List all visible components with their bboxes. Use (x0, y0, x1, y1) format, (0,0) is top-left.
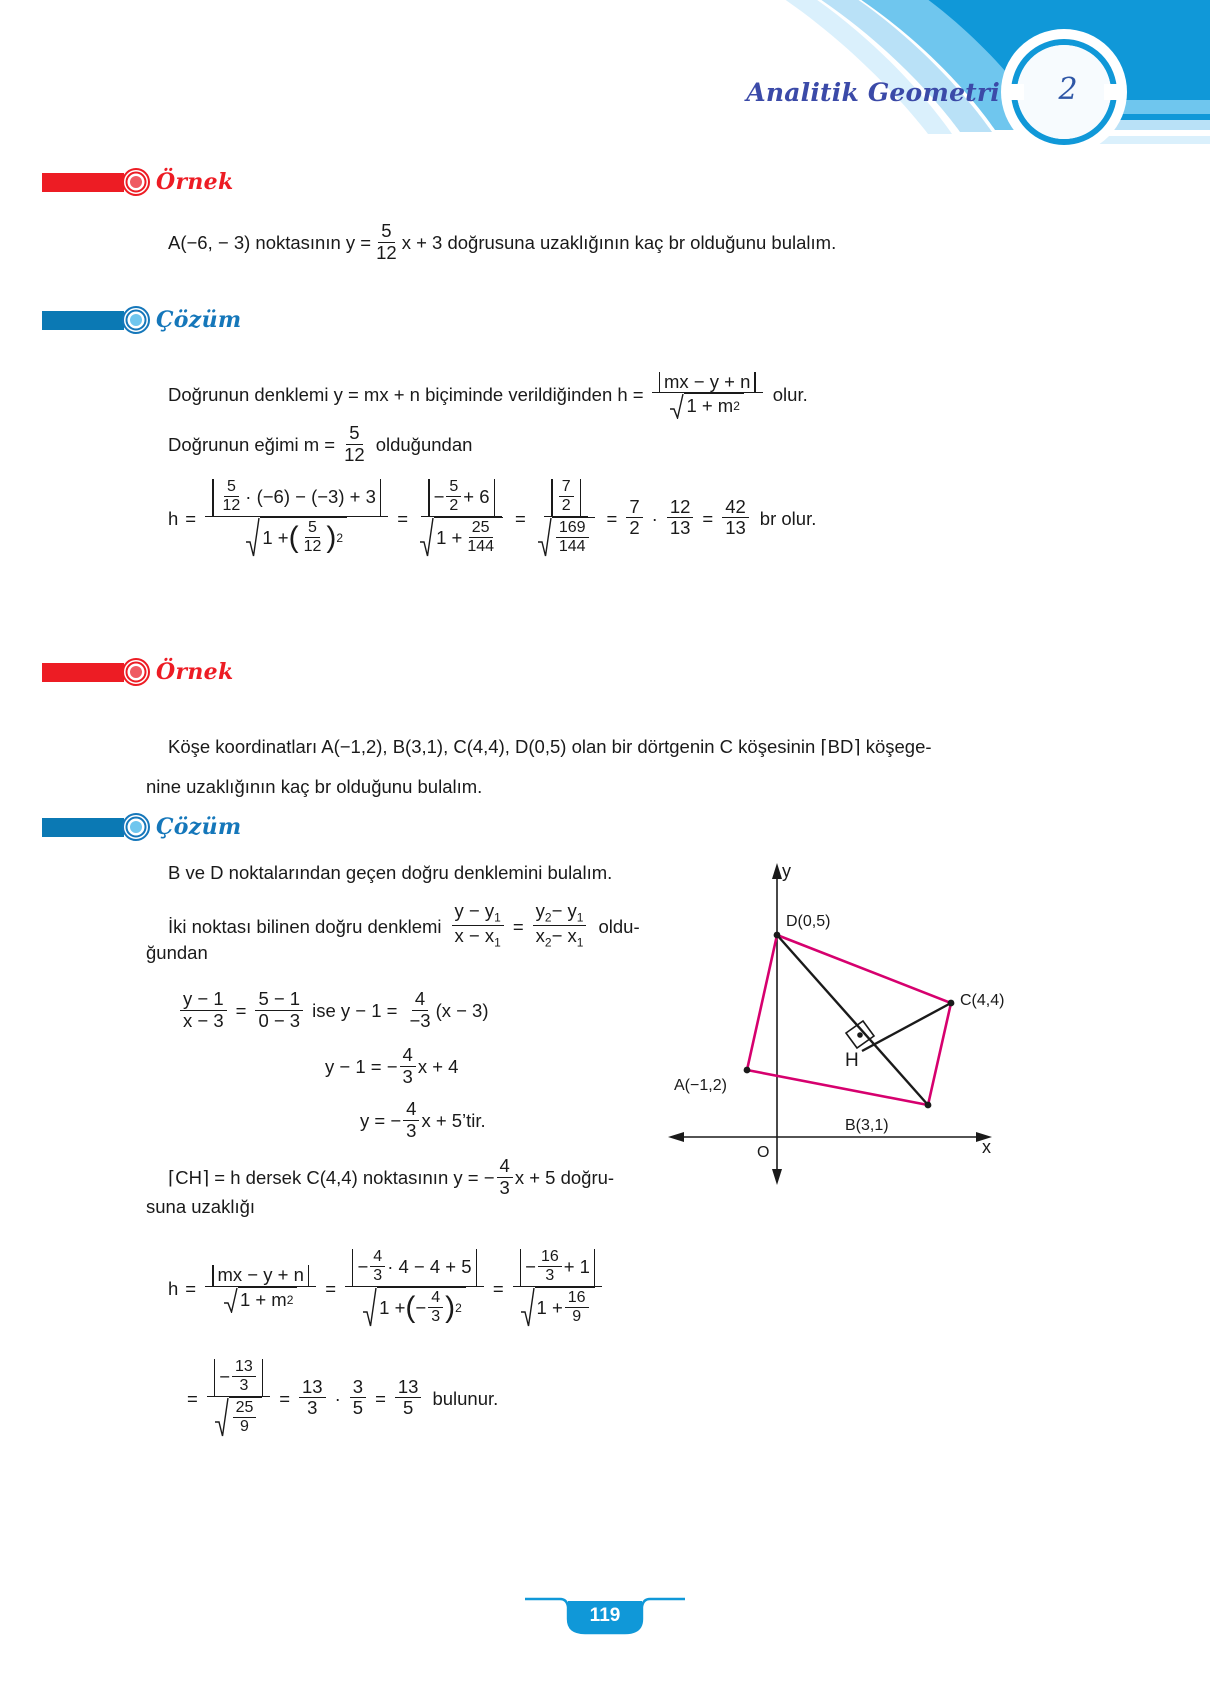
inner-fraction: $\frac{25}{9}$ (233, 1399, 257, 1436)
inner-fraction: $\frac{16}{3}$ (538, 1248, 562, 1285)
eq2-fraction: $\frac{4}{3}$ (400, 1045, 416, 1087)
page-title: Analitik Geometri (746, 78, 1000, 107)
two-point-formula-lead: İki noktası bilinen doğru denklemi (168, 915, 442, 937)
example1-calculation (168, 480, 816, 558)
sqrt: 1 + ( − $\frac{4}{3}$ ) 2 (363, 1287, 466, 1327)
radical-sign (363, 1287, 377, 1327)
ornek-rings-icon (120, 167, 150, 197)
solution2-line3: ğundan (146, 942, 208, 963)
open-paren: ( (288, 521, 299, 555)
label-bar (42, 311, 124, 330)
solution2-line5: suna uzaklığı (146, 1196, 256, 1217)
equals: = (185, 507, 197, 529)
eq2-tail: x + 4 (417, 1056, 459, 1078)
sqrt: 1 + $\frac{25}{144}$ (420, 517, 503, 557)
right-angle-marker (846, 1021, 874, 1048)
solution1-line2 (168, 424, 472, 466)
point-b-label: B(3,1) (845, 1117, 889, 1134)
radical-sign (670, 393, 684, 419)
point-c-label: C(4,4) (960, 992, 1005, 1009)
cozum-label-2 (42, 810, 241, 844)
solution1-line1 (168, 372, 808, 418)
solution2-equation-2 (325, 1046, 458, 1088)
cozum-label-1 (42, 303, 241, 337)
vertex-b-dot (925, 1102, 932, 1109)
equals: = (185, 1277, 197, 1299)
label-bar (42, 173, 124, 192)
radical-sign (246, 517, 260, 557)
equals: = (187, 1387, 198, 1409)
label-bar (42, 663, 124, 682)
inner-fraction: $\frac{5}{12}$ (222, 478, 241, 514)
equals: = (515, 507, 526, 529)
solution1-line1-pre: Doğrunun denklemi y = mx + n biçiminde verildiğinden h = (168, 384, 644, 406)
abs-bars: mx − y + n (655, 372, 760, 393)
ornek-label-1 (42, 165, 234, 199)
equals: = (606, 507, 618, 529)
inner-fraction: $\frac{169}{144}$ (556, 519, 589, 556)
x-axis-label: x (982, 1137, 991, 1157)
foot-h-label: H (845, 1050, 859, 1071)
multiply-dot: · (334, 1387, 341, 1409)
cozum-rings-icon (120, 305, 150, 335)
eq1-fraction-3: $\frac{4}{-3}$ (409, 988, 431, 1031)
problem-tail: x + 3 doğrusuna uzaklığının kaç br olduğunu bulalım. (401, 232, 837, 254)
abs-bars: − $\frac{4}{3}$ · 4 − 4 + 5 (348, 1249, 481, 1286)
ornek-label-text: Örnek (156, 659, 234, 685)
segment-ch (862, 1003, 951, 1051)
sqrt: 1 + $\frac{16}{9}$ (521, 1287, 595, 1327)
calc-step-6: $\frac{42}{13}$ (722, 497, 749, 539)
abs-bars: − $\frac{13}{3}$ (210, 1359, 267, 1396)
inner-fraction: $\frac{13}{3}$ (232, 1358, 256, 1395)
vertex-d-dot (774, 932, 781, 939)
inner-fraction: $\frac{4}{3}$ (428, 1289, 443, 1326)
inner-fraction: $\frac{5}{12}$ (303, 518, 322, 555)
equals: = (512, 915, 524, 937)
ornek-label-text: Örnek (156, 169, 234, 195)
equals: = (492, 1277, 504, 1299)
y-axis-arrow-down (772, 1169, 782, 1185)
calc-step-3 (535, 479, 598, 557)
multiply-dot: · (651, 507, 658, 529)
calc2-step-2 (345, 1249, 484, 1327)
close-paren: ) (326, 521, 337, 555)
slope-fraction: $\frac{5}{12}$ (376, 220, 397, 263)
slope-value-fraction: $\frac{5}{12}$ (344, 422, 365, 465)
ornek-rings-icon (120, 657, 150, 687)
equals: = (375, 1387, 386, 1409)
solution2-equation-1 (178, 990, 489, 1032)
ornek-label-2 (42, 655, 234, 689)
calc-step-2 (417, 479, 506, 557)
eq1-fraction-1: $\frac{y - 1}{x - 3}$ (180, 989, 227, 1031)
calc2-step-3 (513, 1249, 603, 1327)
page-header-banner (0, 0, 1210, 150)
eq3-lead: y = − (360, 1110, 402, 1132)
inner-fraction: $\frac{16}{9}$ (565, 1289, 589, 1326)
example2-problem-line2: nine uzaklığının kaç br olduğunu bulalım. (146, 776, 483, 797)
radical-sign (521, 1287, 535, 1327)
calc-step-5: $\frac{12}{13}$ (667, 497, 694, 539)
calc2-step-1 (205, 1265, 316, 1311)
solution2-line2 (168, 902, 640, 951)
result-unit: br olur. (759, 507, 817, 529)
line4-fraction: $\frac{4}{3}$ (497, 1156, 513, 1198)
calc2-step-5: $\frac{13}{3}$ (299, 1377, 326, 1419)
abs-bars: − $\frac{16}{3}$ + 1 (516, 1249, 600, 1286)
example2-problem-line1: Köşe koordinatları A(−1,2), B(3,1), C(4,4), D(0,5) olan bir dörtgenin C köşesinin ⌈BD⌉ köşege- (168, 736, 932, 757)
abs-bars: $\frac{5}{12}$ · (−6) − (−3) + 3 (208, 479, 385, 516)
cozum-label-text: Çözüm (156, 814, 242, 840)
distance-formula-fraction (652, 371, 763, 417)
point-d-label: D(0,5) (786, 913, 831, 930)
calc2-step-6: $\frac{3}{5}$ (350, 1377, 366, 1419)
problem-lead: A(−6, − 3) noktasının y = (168, 232, 372, 254)
equals: = (702, 507, 714, 529)
calc-step-1 (205, 479, 388, 557)
label-bar (42, 818, 124, 837)
cozum-label-text: Çözüm (156, 307, 242, 333)
close-paren: ) (445, 1291, 456, 1325)
h-symbol: h (168, 507, 179, 529)
solution2-equation-3 (360, 1100, 486, 1142)
point-a-label: A(−1,2) (674, 1077, 727, 1094)
equals: = (325, 1277, 337, 1299)
unit-number: 2 (1058, 72, 1078, 107)
abs-bars: − $\frac{5}{2}$ + 6 (424, 479, 499, 516)
x-axis-arrow-left (668, 1132, 684, 1142)
eq1-fraction-2: $\frac{5 - 1}{0 - 3}$ (255, 989, 303, 1031)
inner-fraction: $\frac{5}{2}$ (446, 478, 461, 515)
header-decoration (0, 0, 1210, 150)
calc2-step-7: $\frac{13}{5}$ (395, 1377, 422, 1419)
solution1-line1-post: olur. (772, 384, 808, 406)
coordinate-figure (660, 855, 1005, 1195)
origin-label: O (757, 1144, 770, 1161)
sqrt: 1 + m 2 (224, 1287, 297, 1311)
radical-sign (538, 517, 552, 557)
eq3-tail: x + 5’tir. (421, 1110, 486, 1132)
example2-calculation-row1 (168, 1250, 604, 1328)
y-axis-arrow-up (772, 863, 782, 879)
sqrt (215, 1397, 263, 1437)
radical-sign (420, 517, 434, 557)
example1-problem (168, 222, 836, 264)
h-symbol: h (168, 1277, 179, 1299)
inner-fraction: $\frac{7}{2}$ (559, 478, 574, 515)
sqrt: 1 + ( $\frac{5}{12}$ ) 2 (246, 517, 347, 557)
cozum-rings-icon (120, 812, 150, 842)
page-number: 119 (589, 1605, 621, 1626)
eq1-mid-text: ise y − 1 = (312, 1000, 398, 1022)
eq2-lead: y − 1 = − (325, 1056, 398, 1078)
vertex-c-dot (948, 1000, 955, 1007)
eq3-fraction: $\frac{4}{3}$ (403, 1099, 419, 1141)
solution1-line2-post: olduğundan (375, 434, 473, 456)
solution1-line2-pre: Doğrunun eğimi m = (168, 434, 336, 456)
inner-fraction: $\frac{4}{3}$ (370, 1248, 385, 1285)
calc-step-4: $\frac{7}{2}$ (626, 497, 642, 539)
calc2-step-4 (207, 1359, 270, 1437)
equals: = (397, 507, 409, 529)
y-axis-label: y (782, 861, 791, 881)
radical-sign (224, 1287, 238, 1313)
page-footer (0, 1595, 1210, 1645)
example2-calculation-row2 (180, 1360, 498, 1438)
sqrt: 1 + m 2 (670, 393, 743, 417)
abs-bars (547, 479, 585, 516)
two-point-fraction-left: $\frac{y - y_1}{x - x_1}$ (452, 901, 504, 950)
open-paren: ( (405, 1291, 416, 1325)
ch-distance-lead: ⌈CH⌉ = h dersek C(4,4) noktasının y = − (168, 1167, 495, 1189)
two-point-fraction-right: $\frac{y_2- y_1}{x_2- x_1}$ (533, 901, 587, 950)
radical-sign (215, 1397, 229, 1437)
abs-bars: mx − y + n (208, 1265, 313, 1286)
equals: = (279, 1387, 291, 1409)
eq1-tail: (x − 3) (435, 1000, 489, 1022)
quadrilateral-diagram (660, 855, 1000, 1195)
vertex-a-dot (744, 1067, 751, 1074)
ch-distance-tail: x + 5 doğru- (514, 1167, 615, 1189)
sqrt (538, 517, 595, 557)
inner-fraction: $\frac{25}{144}$ (467, 518, 495, 555)
final-result-text: bulunur. (432, 1387, 499, 1409)
two-point-formula-tail: oldu- (598, 915, 640, 937)
solution2-line1: B ve D noktalarından geçen doğru denklemini bulalım. (168, 862, 613, 883)
equals: = (235, 1000, 247, 1022)
